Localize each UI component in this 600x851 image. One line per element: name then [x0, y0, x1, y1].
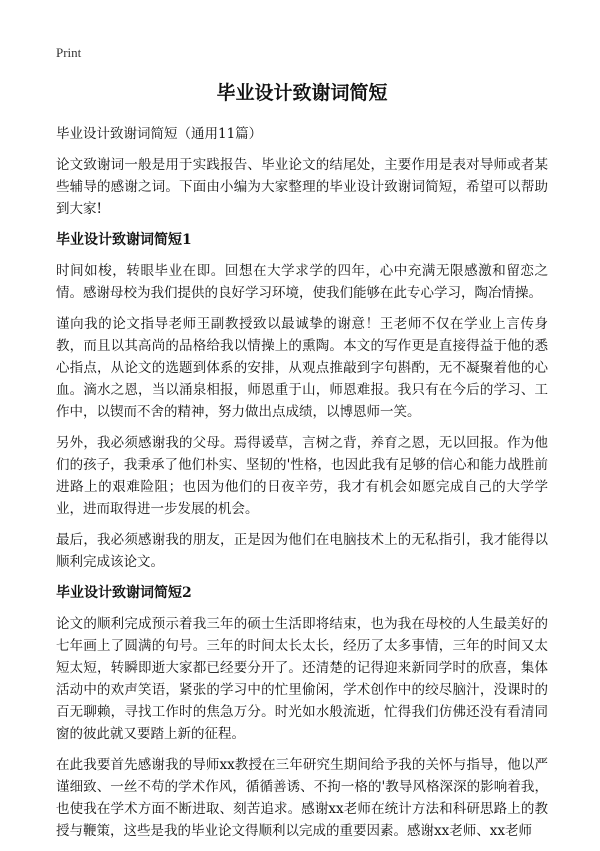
paragraph: 最后，我必须感谢我的朋友，正是因为他们在电脑技术上的无私指引，我才能得以顺利完成该论文。	[56, 532, 548, 570]
intro-paragraph: 论文致谢词一般是用于实践报告、毕业论文的结尾处，主要作用是表对导师或者某些辅导的感谢之词。下面由小编为大家整理的毕业设计致谢词简短，希望可以帮助到大家!	[56, 157, 548, 217]
paragraph: 论文的顺利完成预示着我三年的硕士生活即将结束，也为我在母校的人生最美好的七年画上了圆满的句号。三年的时间太长太长，经历了太多事情，三年的时间又太短太短，转瞬即逝大家都已经要分开了。还清楚的记得迎来新同学时的欣喜，集体活动中的欢声笑语，紧张的学习中的忙里偷闲，学术创作中的绞尽脑汁，没课时的百无聊赖，寻找工作时的焦急万分。时光如水般流逝，忙得我们仿佛还没有看清同窗的彼此就又要踏上新的征程。	[56, 616, 548, 742]
paragraph: 时间如梭，转眼毕业在即。回想在大学求学的四年，心中充满无限感激和留恋之情。感谢母校为我们提供的良好学习环境，使我们能够在此专心学习，陶冶情操。	[56, 263, 548, 301]
section-heading-1: 毕业设计致谢词简短1	[56, 232, 192, 248]
paragraph: 在此我要首先感谢我的导师xx教授在三年研究生期间给予我的关怀与指导，他以严谨细致、一丝不苟的学术作风，循循善诱、不拘一格的'教导风格深深的影响着我，也使我在学术方面不断进取、刻苦追求。感谢xx老师在统计方法和科研思路上的教授与鞭策，这些是我的毕业论文得顺利以完成的重要因素。感谢xx老师、xx老师	[56, 757, 548, 839]
paragraph: 另外，我必须感谢我的父母。焉得谖草，言树之背，养育之恩，无以回报。作为他们的孩子，我秉承了他们朴实、坚韧的'性格，也因此我有足够的信心和能力战胜前进路上的艰难险阻；也因为他们的日夜辛劳，我才有机会如愿完成自己的大学学业，进而取得进一步发展的机会。	[56, 435, 548, 517]
document-title: 毕业设计致谢词简短	[216, 82, 388, 104]
document-content	[56, 78, 548, 851]
print-link[interactable]: Print	[56, 45, 82, 60]
paragraph: 谨向我的论文指导老师王副教授致以最诚挚的谢意！王老师不仅在学业上言传身教，而且以其高尚的品格给我以情操上的熏陶。本文的写作更是直接得益于他的悉心指点，从论文的选题到体系的安排，从观点推敲到字句斟酌，无不凝聚着他的心血。滴水之恩，当以涌泉相报，师恩重于山，师恩难报。我只有在今后的学习、工作中，以锲而不舍的精神，努力做出点成绩，以博恩师一笑。	[56, 316, 548, 420]
document-subtitle: 毕业设计致谢词简短（通用11篇）	[56, 126, 263, 142]
section-heading-2: 毕业设计致谢词简短2	[56, 585, 192, 601]
